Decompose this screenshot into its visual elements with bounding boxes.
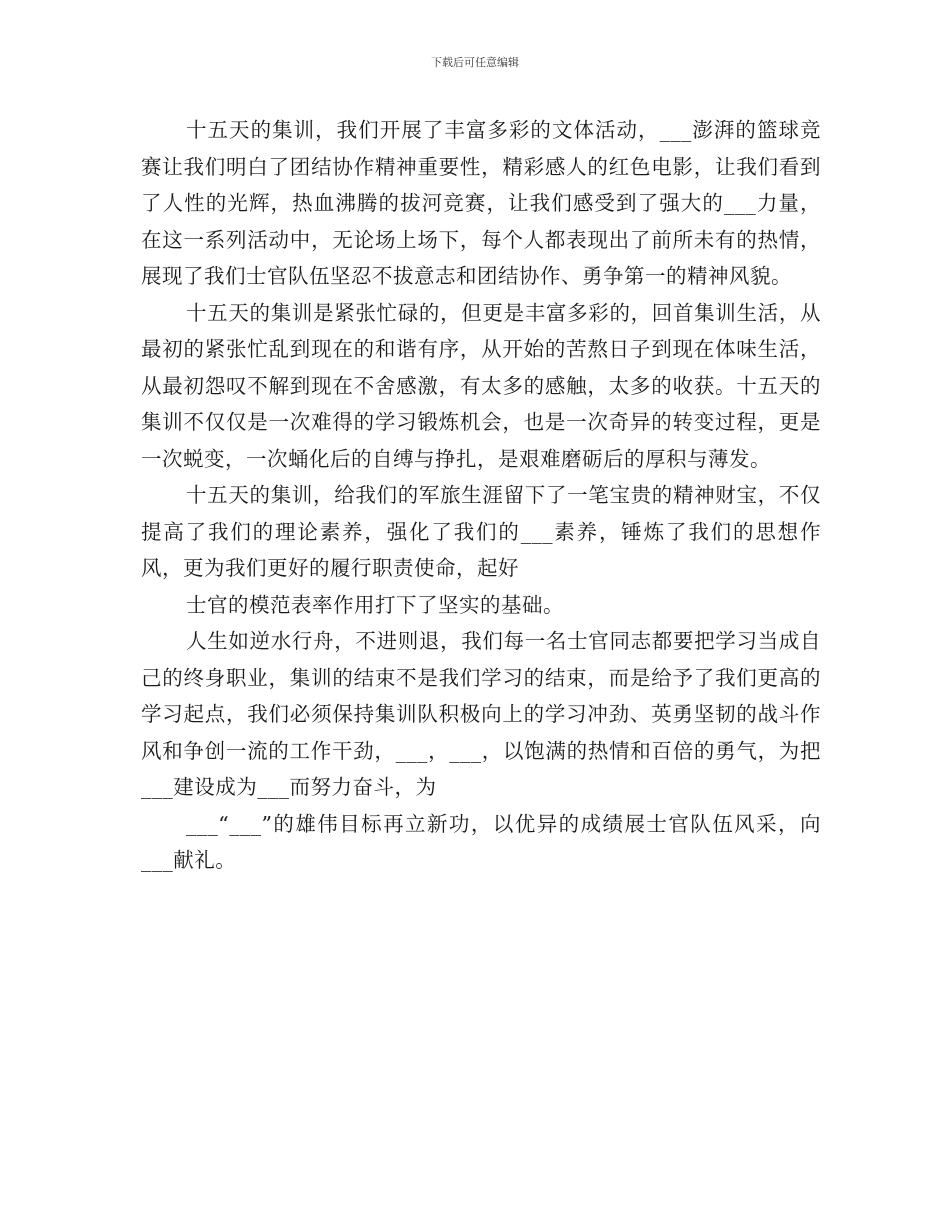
paragraph-spiritual-wealth: 十五天的集训，给我们的军旅生涯留下了一笔宝贵的精神财宝，不仅提高了我们的理论素养，强化了我们的___素养，锤炼了我们的思想作风，更为我们更好的履行职责使命，起好: [141, 483, 821, 580]
page-header-note: 下载后可任意编辑: [431, 56, 519, 69]
document-body: [141, 112, 821, 879]
paragraph-activities: 十五天的集训，我们开展了丰富多彩的文体活动，___澎湃的篮球竞赛让我们明白了团结协作精神重要性，精彩感人的红色电影，让我们看到了人性的光辉，热血沸腾的拔河竞赛，让我们感受到了强大的___力量，在这一系列活动中，无论场上场下，每个人都表现出了前所未有的热情，展现了我们士官队伍坚忍不拔意志和团结协作、勇争第一的精神风貌。: [141, 118, 821, 288]
paragraph-foundation: 士官的模范表率作用打下了坚实的基础。: [186, 592, 564, 617]
paragraph-training-life: 十五天的集训是紧张忙碌的，但更是丰富多彩的，回首集训生活，从最初的紧张忙乱到现在的和谐有序，从开始的苦熬日子到现在体味生活，从最初怨叹不解到现在不舍感激，有太多的感触，太多的收获。十五天的集训不仅仅是一次难得的学习锻炼机会，也是一次奇异的转变过程，更是一次蜕变，一次蛹化后的自缚与挣扎，是艰难磨砺后的厚积与薄发。: [141, 300, 821, 471]
paragraph-closing: ___“___”的雄伟目标再立新功，以优异的成绩展士官队伍风采，向___献礼。: [141, 811, 821, 872]
paragraph-lifelong-learning: 人生如逆水行舟，不进则退，我们每一名士官同志都要把学习当成自己的终身职业，集训的结束不是我们学习的结束，而是给予了我们更高的学习起点，我们必须保持集训队积极向上的学习冲劲、英勇坚韧的战斗作风和争创一流的工作干劲，___，___，以饱满的热情和百倍的勇气，为把___建设成为___而努力奋斗，为: [141, 629, 821, 799]
